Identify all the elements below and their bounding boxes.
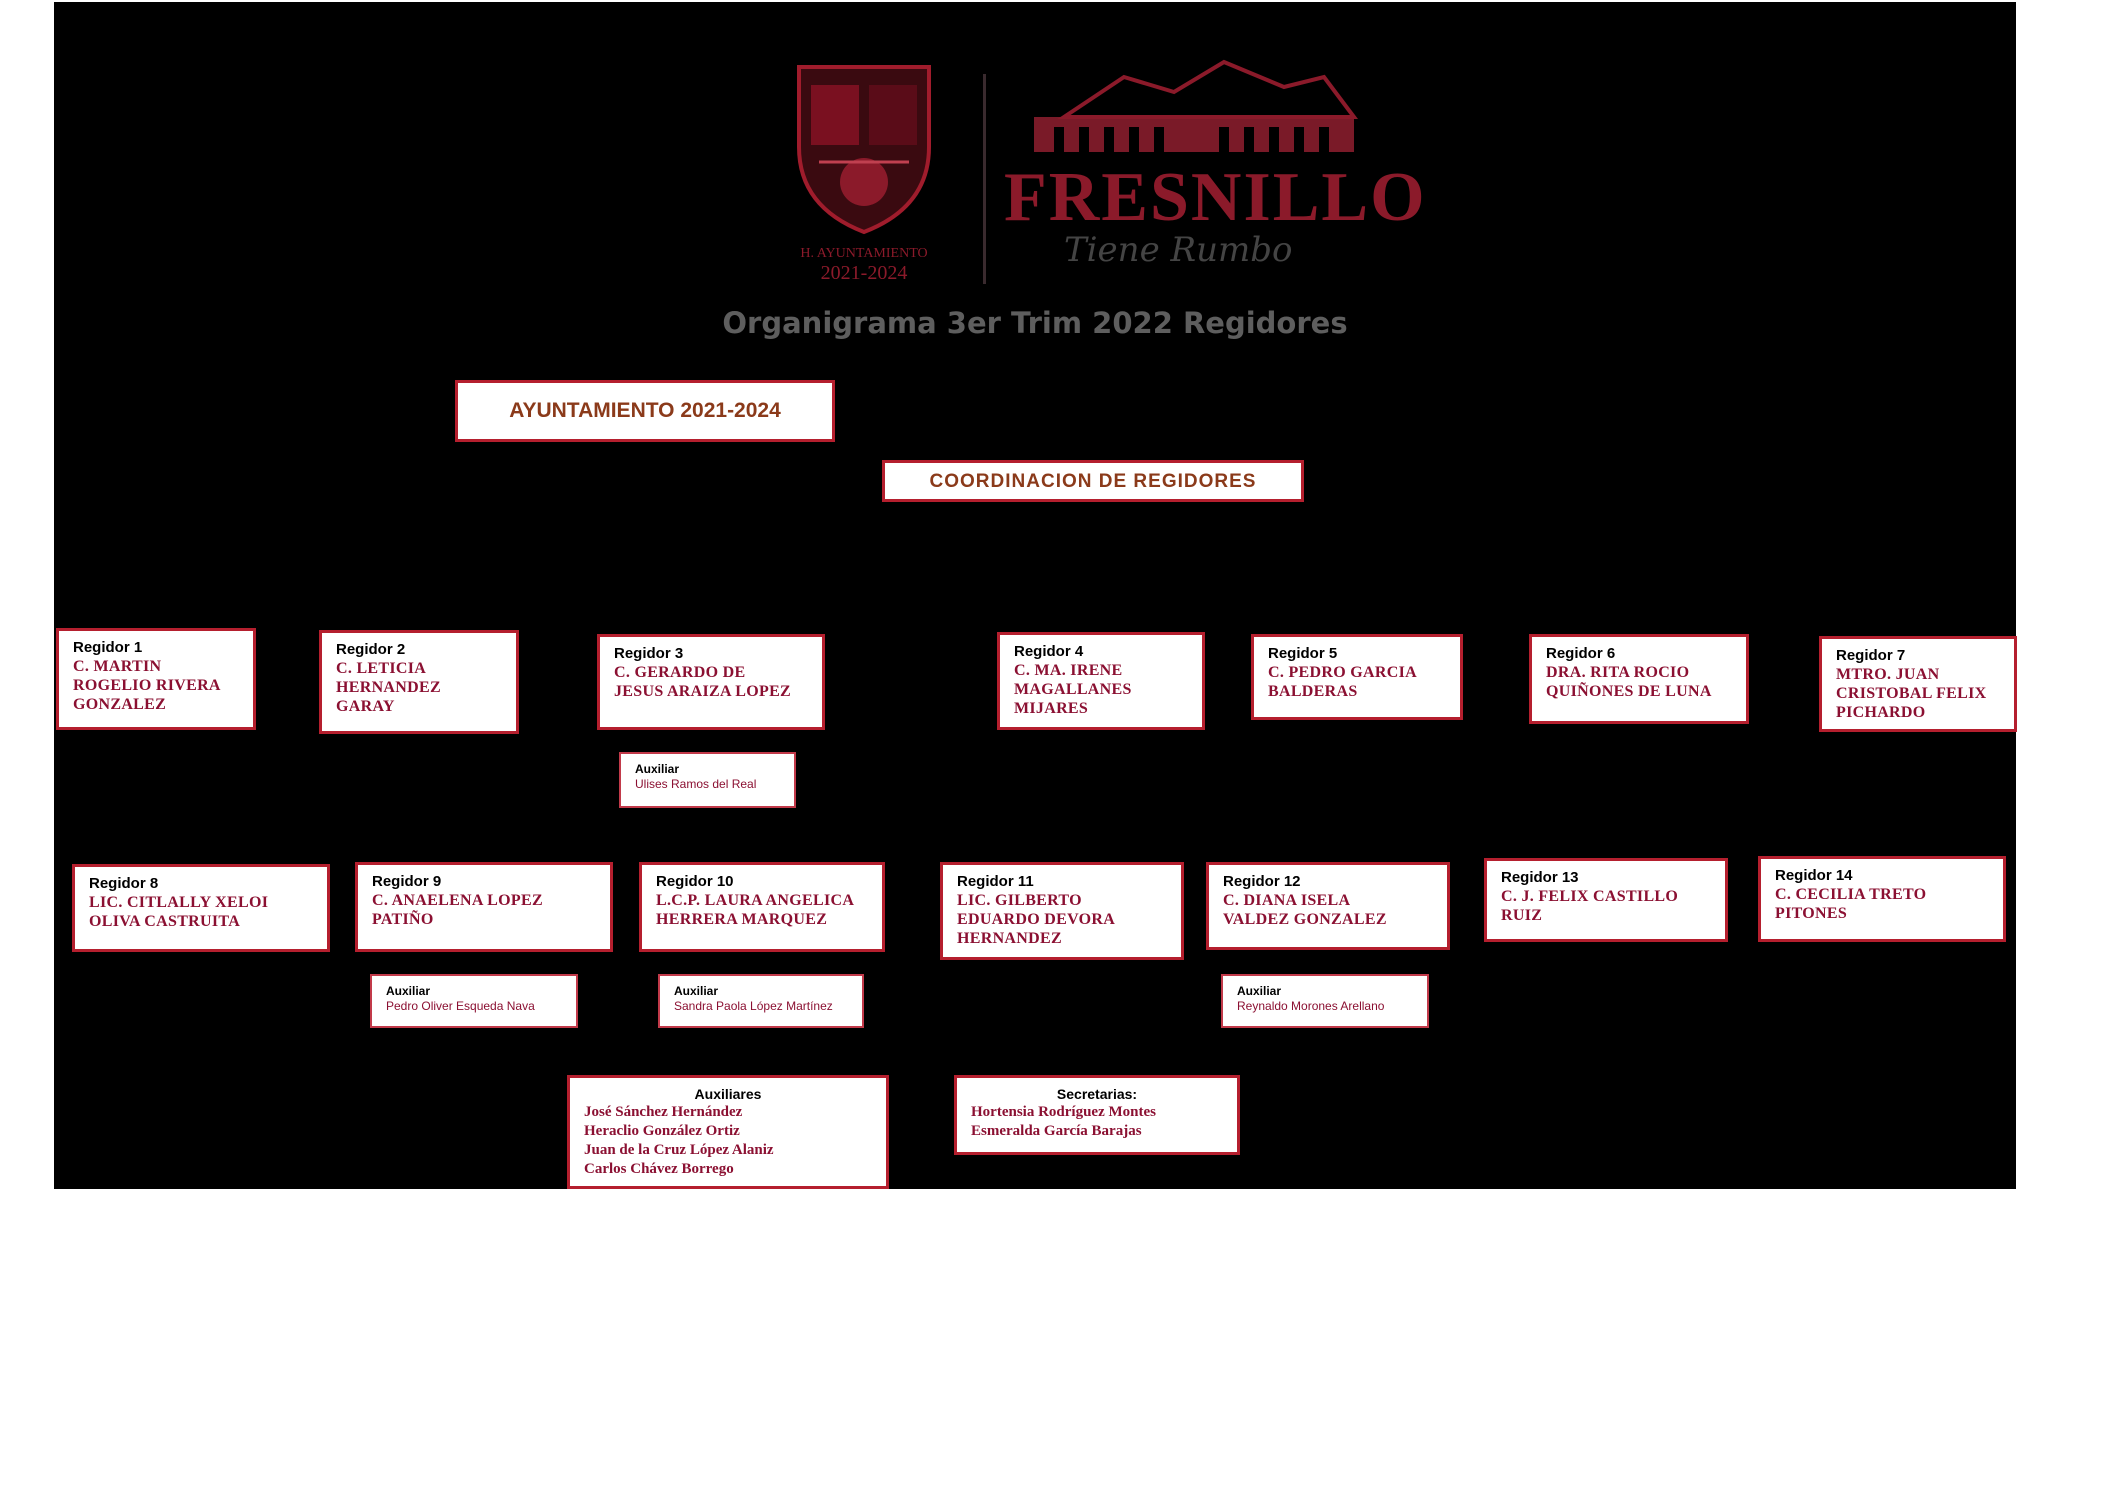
regidor-box [940,862,1184,960]
coordinacion-box [882,460,1304,502]
auxiliar-label: Auxiliar [674,984,719,998]
regidor-box [355,862,613,952]
ayuntamiento-box [455,380,835,442]
auxiliar-label: Auxiliar [1237,984,1282,998]
emblem-caption-years: 2021-2024 [820,262,908,284]
regidor-box [1251,634,1463,720]
shield-icon [789,57,939,237]
org-chart-canvas [54,2,2016,1189]
regidor-name: C. CECILIA TRETO PITONES [1775,886,1927,922]
regidor-label: Regidor 2 [336,641,406,658]
auxiliar-box [370,974,578,1028]
auxiliar-name: Reynaldo Morones Arellano [1237,999,1385,1013]
regidor-box [1484,858,1728,942]
auxiliar-name: Pedro Oliver Esqueda Nava [386,999,535,1013]
secretarias-name: Esmeralda García Barajas [971,1123,1142,1139]
regidor-box [56,628,256,730]
regidor-box [1206,862,1450,950]
auxiliar-name: Ulises Ramos del Real [635,777,757,791]
municipal-emblem [789,57,939,287]
regidor-name: C. MA. IRENE MAGALLANES MIJARES [1014,662,1132,717]
auxiliares-group-box [567,1075,889,1189]
regidor-name: DRA. RITA ROCIO QUIÑONES DE LUNA [1546,664,1712,700]
regidor-box [597,634,825,730]
auxiliar-box [1221,974,1429,1028]
regidor-label: Regidor 12 [1223,873,1301,890]
regidor-box [1819,636,2017,732]
regidor-name: MTRO. JUAN CRISTOBAL FELIX PICHARDO [1836,666,1987,721]
regidor-name: C. MARTIN ROGELIO RIVERA GONZALEZ [73,658,221,713]
page-title: Organigrama 3er Trim 2022 Regidores [722,306,1348,340]
coordinacion-label: COORDINACION DE REGIDORES [929,471,1257,492]
regidor-box [72,864,330,952]
logo-divider [983,74,986,284]
regidor-name: LIC. CITLALLY XELOI OLIVA CASTRUITA [89,894,269,930]
ayuntamiento-label: AYUNTAMIENTO 2021-2024 [509,399,781,422]
regidor-name: L.C.P. LAURA ANGELICA HERRERA MARQUEZ [656,892,855,928]
regidor-name: C. PEDRO GARCIA BALDERAS [1268,664,1417,700]
regidor-box [319,630,519,734]
regidor-label: Regidor 5 [1268,645,1338,662]
regidor-name: C. DIANA ISELA VALDEZ GONZALEZ [1223,892,1387,928]
regidor-name: C. GERARDO DE JESUS ARAIZA LOPEZ [614,664,792,700]
auxiliar-label: Auxiliar [386,984,431,998]
regidor-name: C. LETICIA HERNANDEZ GARAY [336,660,441,715]
regidor-label: Regidor 9 [372,873,442,890]
brand-tagline: Tiene Rumbo [1064,230,1293,270]
brand-name: FRESNILLO [1004,159,1427,236]
auxiliares-group-name: Carlos Chávez Borrego [584,1161,734,1177]
regidor-box [639,862,885,952]
regidor-label: Regidor 3 [614,645,684,662]
regidor-label: Regidor 6 [1546,645,1616,662]
regidor-label: Regidor 1 [73,639,143,656]
regidor-label: Regidor 4 [1014,643,1084,660]
auxiliares-group-title: Auxiliares [694,1086,762,1102]
auxiliares-group-name: Juan de la Cruz López Alaniz [584,1142,774,1158]
auxiliares-group-name: José Sánchez Hernández [584,1104,743,1120]
regidor-name: LIC. GILBERTO EDUARDO DEVORA HERNANDEZ [957,892,1116,947]
regidor-box [1758,856,2006,942]
auxiliar-box [619,752,796,808]
auxiliar-box [658,974,864,1028]
secretarias-name: Hortensia Rodríguez Montes [971,1104,1156,1120]
auxiliares-group-name: Heraclio González Ortiz [584,1123,740,1139]
regidor-label: Regidor 7 [1836,647,1906,664]
emblem-caption-top: H. AYUNTAMIENTO [800,246,928,261]
secretarias-box [954,1075,1240,1155]
fresnillo-logo [1004,57,1444,287]
regidor-label: Regidor 14 [1775,867,1853,884]
regidor-box [997,632,1205,730]
skyline-icon [1024,57,1364,157]
regidor-box [1529,634,1749,724]
regidor-label: Regidor 10 [656,873,734,890]
auxiliar-label: Auxiliar [635,762,680,776]
regidor-name: C. ANAELENA LOPEZ PATIÑO [372,892,543,928]
regidor-name: C. J. FELIX CASTILLO RUIZ [1501,888,1679,924]
regidor-label: Regidor 13 [1501,869,1579,886]
regidor-label: Regidor 11 [957,873,1034,890]
regidor-label: Regidor 8 [89,875,159,892]
auxiliar-name: Sandra Paola López Martínez [674,999,833,1013]
secretarias-title: Secretarias: [1056,1086,1138,1102]
